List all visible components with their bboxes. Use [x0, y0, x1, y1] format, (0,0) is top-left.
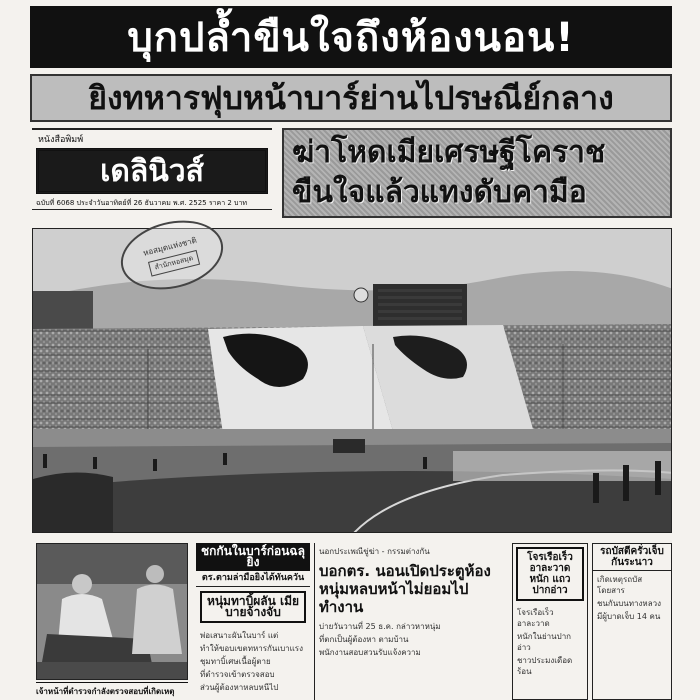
- masthead: [32, 128, 272, 216]
- body-line: โจรเรือเร็วอาละวาด: [517, 608, 554, 628]
- story-center: [314, 543, 508, 700]
- story-sea-robbery-body: [513, 604, 587, 682]
- body-line: ชาวประมงเดือดร้อน: [517, 656, 573, 676]
- story-center-body: [315, 618, 508, 663]
- body-line: ทำให้ขอบเขตทหารกันเบาแรง: [200, 644, 304, 653]
- body-line: มีผู้บาดเจ็บ 14 คน: [597, 612, 661, 621]
- body-line: พนักงานสอบสวนรับแจ้งความ: [319, 648, 421, 657]
- story-bar-shooting-inner-head: หนุ่มทาบิ้ผลัน เมียบายจ้างจับ: [200, 591, 306, 623]
- story-bar-shooting-title: ชกกันในบาร์ก่อนฉลุยิง: [196, 543, 310, 571]
- headline-top: บุกปล้ำขืนใจถึงห้องนอน!: [30, 6, 672, 68]
- story-bus-crash: [592, 543, 672, 700]
- headline-second: ยิงทหารฟุบหน้าบาร์ย่านไปรษณีย์กลาง: [30, 74, 672, 122]
- side-headline: [282, 128, 672, 218]
- police-photo: [36, 543, 188, 680]
- story-bar-shooting-subtitle: ตร.ตามล่ามือยิงได้ทันควัน: [196, 571, 310, 587]
- body-line: ที่ตกเป็นผู้ต้องหา ตามบ้าน: [319, 635, 409, 644]
- story-center-top-line: นอกประเพณีขู่ฆ่า - กรรมต่างกัน: [319, 547, 430, 556]
- body-line: ชุมทาบิ้เศษเนื้อผู้ตาย: [200, 657, 271, 666]
- story-bar-shooting-body: [196, 627, 310, 698]
- story-sea-robbery: [512, 543, 588, 700]
- body-line: บ่ายวันวานที่ 25 ธ.ค. กล่าวหาหนุ่ม: [319, 622, 441, 631]
- body-line: ชนกันบนทางหลวง: [597, 599, 662, 608]
- body-line: หนักในย่านปากอ่าว: [517, 632, 572, 652]
- stamp-line-2: สำนักหอสมุด: [148, 250, 200, 277]
- newspaper-logo: เดลินิวส์: [36, 148, 268, 194]
- stamp-line-1: หอสมุดแห่งชาติ: [142, 235, 198, 258]
- body-line: ส่วนผู้ต้องหาหลบหนีไป: [200, 683, 279, 692]
- side-headline-line-2: ขืนใจแล้วแทงดับคามือ: [292, 175, 587, 210]
- story-sea-robbery-title: โจรเรือเร็ว อาละวาดหนัก แถวปากอ่าว: [516, 547, 584, 601]
- body-line: เกิดเหตุรถบัสโดยสาร: [597, 575, 643, 595]
- story-bus-crash-body: [593, 571, 671, 627]
- masthead-small-text: หนังสือพิมพ์: [38, 135, 84, 145]
- body-line: ที่ตำรวจเข้าตรวจสอบ: [200, 670, 275, 679]
- photo-caption: เจ้าหน้าที่ตำรวจกำลังตรวจสอบที่เกิดเหตุ: [36, 682, 188, 698]
- side-headline-line-1: ฆ่าโหดเมียเศรษฐีโคราช: [292, 135, 606, 170]
- story-bus-crash-title: รถบัสตีครั่วเจ็บกันระนาว: [593, 544, 671, 571]
- body-line: พ่อเสนาะผันในบาร์ แต่: [200, 631, 279, 640]
- story-center-headline: บอกตร. นอนเปิดประตูห้อง หนุ่มหลบหน้าไม่ยอมไปทำงาน: [319, 562, 491, 616]
- story-bar-shooting: [196, 543, 310, 700]
- issue-info: ฉบับที่ 6068 ประจำวันอาทิตย์ที่ 26 ธันวาคม พ.ศ. 2525 ราคา 2 บาท: [32, 194, 272, 210]
- police-photo-illustration: [37, 544, 188, 680]
